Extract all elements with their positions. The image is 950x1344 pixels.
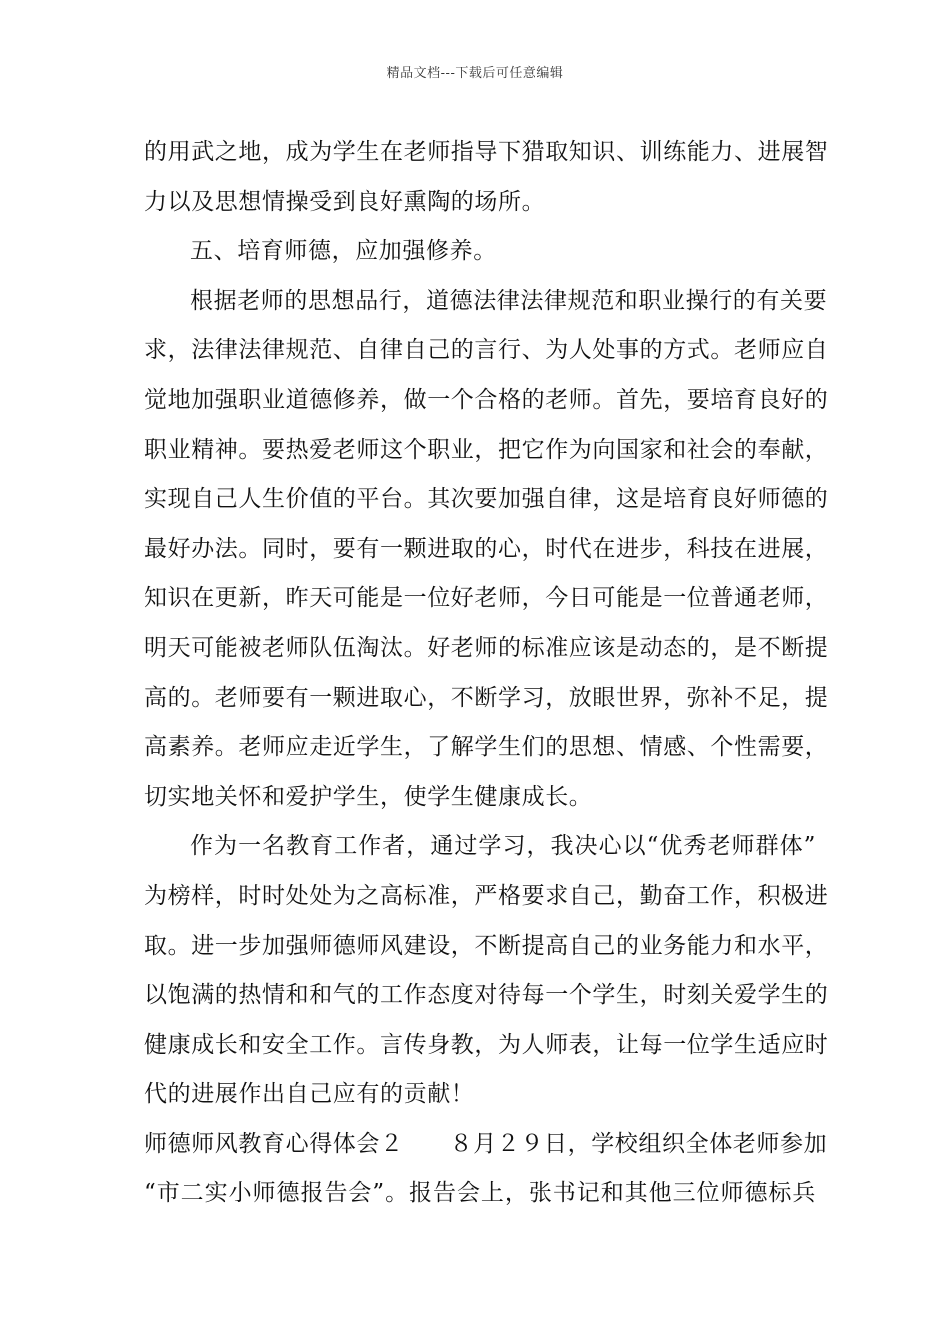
- text-line: 职业精神。要热爱老师这个职业，把它作为向国家和社会的奉献，: [144, 436, 829, 463]
- text-line: 觉地加强职业道德修养，做一个合格的老师。首先，要培育良好的: [144, 386, 829, 413]
- text-line: 为榜样，时时处处为之高标准，严格要求自己，勤奋工作，积极进: [144, 882, 829, 909]
- section-heading-five: 五、培育师德，应加强修养。: [190, 238, 497, 265]
- text-line: 根据老师的思想品行，道德法律法律规范和职业操行的有关要: [190, 287, 828, 314]
- text-line: 高素养。老师应走近学生，了解学生们的思想、情感、个性需要，: [144, 734, 829, 761]
- section-title: 师德师风教育心得体会２: [144, 1130, 404, 1157]
- text-line: 作为一名教育工作者，通过学习，我决心以“优秀老师群体”: [190, 833, 816, 860]
- text-line: 切实地关怀和爱护学生，使学生健康成长。: [144, 783, 593, 810]
- text-line: 高的。老师要有一颗进取心，不断学习，放眼世界，弥补不足，提: [144, 684, 829, 711]
- text-line: 实现自己人生价值的平台。其次要加强自律，这是培育良好师德的: [144, 486, 829, 513]
- text-line: 力以及思想情操受到良好熏陶的场所。: [144, 188, 546, 215]
- text-line: 取。进一步加强师德师风建设，不断提高自己的业务能力和水平，: [144, 932, 829, 959]
- section-lead-text: ８月２９日，学校组织全体老师参加: [449, 1130, 828, 1157]
- text-line: 健康成长和安全工作。言传身教，为人师表，让每一位学生适应时: [144, 1031, 829, 1058]
- text-line: 求，法律法律规范、自律自己的言行、为人处事的方式。老师应自: [144, 337, 829, 364]
- text-line: “市二实小师德报告会”。报告会上，张书记和其他三位师德标兵: [144, 1180, 816, 1207]
- text-line: 代的进展作出自己应有的贡献！: [144, 1081, 475, 1108]
- text-line: 的用武之地，成为学生在老师指导下猎取知识、训练能力、进展智: [144, 139, 829, 165]
- text-line: 最好办法。同时，要有一颗进取的心，时代在进步，科技在进展，: [144, 535, 829, 562]
- text-line: 明天可能被老师队伍淘汰。好老师的标准应该是动态的，是不断提: [144, 634, 829, 661]
- text-line: 知识在更新，昨天可能是一位好老师，今日可能是一位普通老师，: [144, 585, 829, 612]
- page-header: 精品文档---下载后可任意编辑: [386, 66, 564, 81]
- text-line: 以饱满的热情和和气的工作态度对待每一个学生，时刻关爱学生的: [144, 982, 829, 1009]
- document-body: [144, 128, 829, 1219]
- section-title-line: [144, 1120, 828, 1170]
